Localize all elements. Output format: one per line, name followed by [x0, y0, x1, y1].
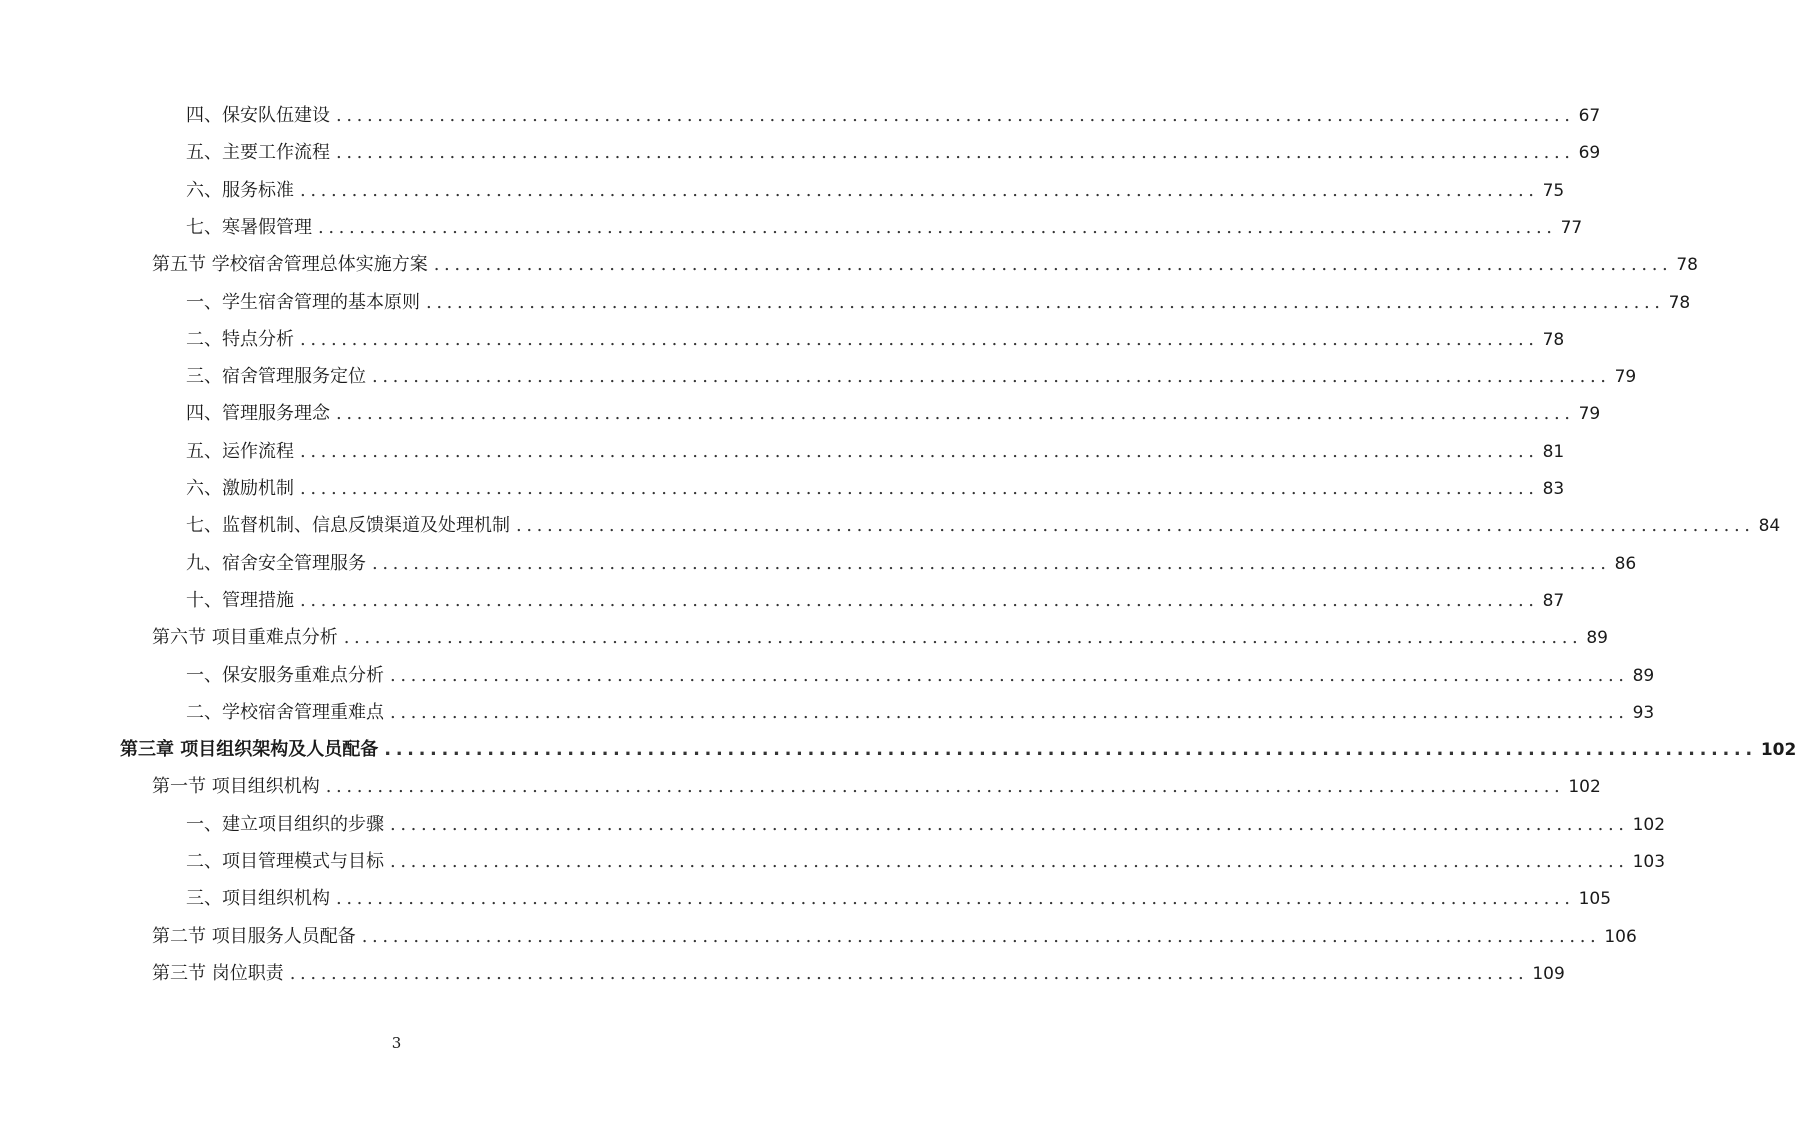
- dot-leader: ........................................................................................................................: [300, 478, 1539, 499]
- toc-entry-page: 93: [1632, 702, 1655, 723]
- toc-entry-title: 五、主要工作流程: [186, 142, 330, 164]
- toc-entry-page: 77: [1560, 217, 1583, 238]
- toc-entry-page: 105: [1578, 889, 1612, 910]
- toc-entry[interactable]: [186, 697, 1655, 729]
- toc-entry-title: 六、激励机制: [186, 478, 294, 499]
- toc-entry-title: 第二节 项目服务人员配备: [152, 925, 356, 947]
- toc-entry-page: 102: [1760, 740, 1796, 761]
- toc-entry-page: 69: [1578, 143, 1601, 164]
- toc-entry-page: 86: [1614, 553, 1637, 574]
- toc-entry-title: 六、服务标准: [186, 179, 294, 201]
- dot-leader: ........................................................................................................................: [384, 739, 1757, 761]
- toc-entry-page: 79: [1614, 367, 1637, 388]
- toc-entry[interactable]: [152, 921, 1637, 953]
- dot-leader: ........................................................................................................................: [336, 142, 1575, 164]
- dot-leader: ........................................................................................................................: [289, 962, 1529, 984]
- dot-leader: ........................................................................................................................: [300, 179, 1539, 201]
- toc-entry[interactable]: [186, 473, 1565, 505]
- toc-entry-title: 九、宿舍安全管理服务: [186, 552, 366, 574]
- toc-entry[interactable]: [152, 771, 1601, 803]
- toc-entry[interactable]: [152, 249, 1698, 281]
- dot-leader: ........................................................................................................................: [372, 552, 1611, 574]
- toc-entry[interactable]: [186, 361, 1637, 393]
- dot-leader: ........................................................................................................................: [300, 589, 1539, 611]
- toc-entry[interactable]: [186, 548, 1637, 580]
- toc-entry-page: 84: [1758, 516, 1781, 537]
- dot-leader: ........................................................................................................................: [343, 627, 1583, 649]
- toc-entry[interactable]: [186, 324, 1565, 356]
- toc-entry-page: 109: [1532, 963, 1565, 984]
- toc-entry-title: 三、项目组织机构: [186, 888, 330, 910]
- toc-entry[interactable]: [186, 809, 1666, 841]
- toc-entry[interactable]: [186, 398, 1601, 430]
- dot-leader: ........................................................................................................................: [390, 701, 1629, 723]
- toc-entry-page: 67: [1578, 106, 1601, 126]
- toc-entry[interactable]: [186, 585, 1565, 617]
- dot-leader: ........................................................................................................................: [516, 515, 1755, 537]
- toc-entry-title: 十、管理措施: [186, 589, 294, 611]
- toc-entry-title: 第三章 项目组织架构及人员配备: [120, 739, 379, 761]
- toc-entry-page: 106: [1604, 926, 1637, 947]
- toc-entry-title: 三、宿舍管理服务定位: [186, 366, 366, 388]
- toc-entry-page: 89: [1632, 665, 1655, 686]
- toc-entry[interactable]: [120, 734, 1796, 766]
- dot-leader: ........................................................................................................................: [318, 216, 1557, 238]
- toc-entry-page: 103: [1632, 852, 1666, 872]
- toc-entry-title: 四、管理服务理念: [186, 403, 330, 425]
- toc-entry[interactable]: [186, 175, 1565, 207]
- toc-entry-title: 二、项目管理模式与目标: [186, 851, 384, 872]
- dot-leader: ........................................................................................................................: [390, 664, 1629, 686]
- toc-entry[interactable]: [186, 846, 1666, 878]
- toc-entry-title: 七、寒暑假管理: [186, 216, 312, 238]
- dot-leader: ........................................................................................................................: [426, 291, 1665, 313]
- toc-entry-page: 87: [1542, 590, 1565, 611]
- toc-entry[interactable]: [186, 660, 1655, 692]
- toc-entry-title: 二、学校宿舍管理重难点: [186, 701, 384, 723]
- toc-entry-title: 一、建立项目组织的步骤: [186, 813, 384, 835]
- dot-leader: ........................................................................................................................: [325, 776, 1565, 798]
- toc-entry-page: 102: [1632, 814, 1666, 835]
- toc-entry-title: 第六节 项目重难点分析: [152, 627, 338, 649]
- toc-entry-page: 75: [1542, 180, 1565, 201]
- toc-entry[interactable]: [186, 287, 1691, 319]
- toc-entry-title: 一、保安服务重难点分析: [186, 664, 384, 686]
- dot-leader: ........................................................................................................................: [336, 105, 1575, 126]
- toc-entry-page: 78: [1676, 255, 1698, 276]
- toc-entry[interactable]: [186, 883, 1612, 915]
- toc-entry-title: 一、学生宿舍管理的基本原则: [186, 291, 420, 313]
- dot-leader: ........................................................................................................................: [300, 440, 1539, 462]
- toc-entry-page: 89: [1586, 628, 1608, 649]
- dot-leader: ........................................................................................................................: [361, 925, 1601, 947]
- toc-entry[interactable]: [186, 436, 1565, 468]
- toc-entry-title: 第五节 学校宿舍管理总体实施方案: [152, 254, 428, 276]
- toc-entry[interactable]: [186, 212, 1583, 244]
- toc-entry-page: 102: [1568, 777, 1601, 798]
- toc-entry[interactable]: [186, 100, 1601, 132]
- toc-entry[interactable]: [186, 510, 1781, 542]
- dot-leader: ........................................................................................................................: [300, 328, 1539, 350]
- dot-leader: ........................................................................................................................: [372, 366, 1611, 388]
- toc-entry-title: 二、特点分析: [186, 328, 294, 350]
- toc-entry[interactable]: [186, 137, 1601, 169]
- toc-entry-title: 四、保安队伍建设: [186, 105, 330, 126]
- toc-entry-page: 79: [1578, 404, 1601, 425]
- toc-entry-page: 78: [1668, 292, 1691, 313]
- toc-entry-title: 第一节 项目组织机构: [152, 776, 320, 798]
- page-number: 3: [391, 1034, 402, 1052]
- toc-entry-page: 78: [1542, 329, 1565, 350]
- toc-entry-title: 七、监督机制、信息反馈渠道及处理机制: [186, 515, 510, 537]
- dot-leader: ........................................................................................................................: [390, 813, 1629, 835]
- dot-leader: ........................................................................................................................: [336, 888, 1575, 910]
- dot-leader: ........................................................................................................................: [433, 254, 1673, 276]
- toc-entry-title: 五、运作流程: [186, 440, 294, 462]
- toc-entry-page: 83: [1542, 479, 1565, 499]
- dot-leader: ........................................................................................................................: [336, 403, 1575, 425]
- toc-entry[interactable]: [152, 622, 1608, 654]
- toc-entry-title: 第三节 岗位职责: [152, 962, 284, 984]
- toc-entry[interactable]: [152, 958, 1565, 990]
- toc-entry-page: 81: [1542, 441, 1565, 462]
- dot-leader: ........................................................................................................................: [390, 851, 1629, 872]
